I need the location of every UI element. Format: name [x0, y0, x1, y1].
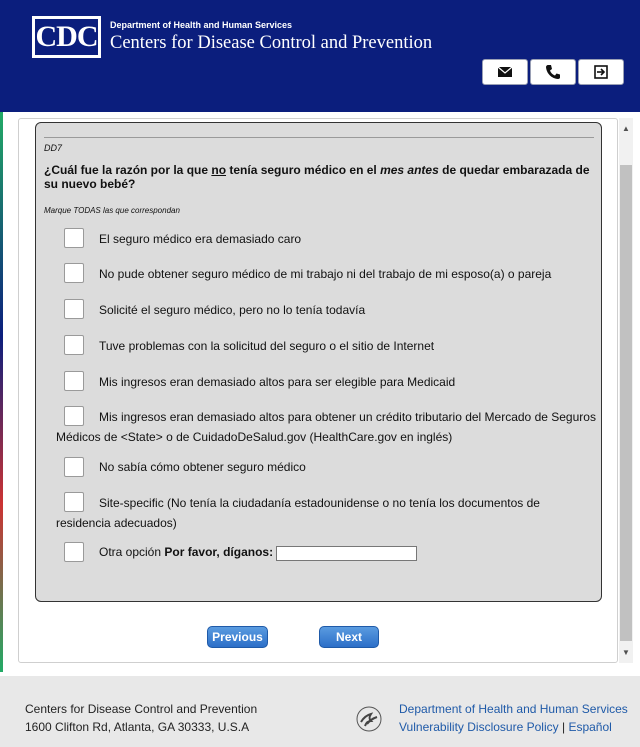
checkbox-option-other[interactable]	[64, 542, 84, 562]
phone-icon	[545, 64, 561, 80]
question-text-part: ¿Cuál fue la razón por la que	[44, 163, 212, 177]
next-button[interactable]: Next	[319, 626, 379, 648]
scroll-up-icon[interactable]: ▲	[622, 124, 630, 133]
checkbox-option-3[interactable]	[64, 299, 84, 319]
left-edge-strip	[0, 112, 3, 672]
espanol-link[interactable]: Español	[568, 720, 612, 734]
question-text	[44, 163, 596, 191]
hhs-link[interactable]: Department of Health and Human Services	[399, 702, 628, 716]
footer-links-row	[399, 720, 612, 734]
option-label: Mis ingresos eran demasiado altos para ser elegible para Medicaid	[99, 375, 456, 389]
option-label: El seguro médico era demasiado caro	[99, 232, 302, 246]
other-prompt: Por favor, díganos:	[164, 545, 274, 559]
instruction: Marque TODAS las que correspondan	[44, 206, 180, 215]
option-label: No pude obtener seguro médico de mi trabajo ni del trabajo de mi esposo(a) o pareja	[99, 267, 552, 281]
exit-button[interactable]	[578, 59, 624, 85]
other-option-label	[99, 542, 273, 562]
other-text-input[interactable]	[276, 546, 417, 561]
exit-icon	[593, 64, 609, 80]
checkbox-option-5[interactable]	[64, 371, 84, 391]
scroll-down-icon[interactable]: ▼	[622, 648, 630, 657]
option-label: Solicité el seguro médico, pero no lo tenía todavía	[99, 303, 366, 317]
agency-name: Centers for Disease Control and Prevention	[110, 33, 433, 53]
checkbox-option-4[interactable]	[64, 335, 84, 355]
phone-button[interactable]	[530, 59, 576, 85]
footer-org: Centers for Disease Control and Prevention	[25, 702, 258, 716]
cdc-logo-text: CDC	[35, 20, 98, 53]
checkbox-option-2[interactable]	[64, 263, 84, 283]
scrollbar-thumb[interactable]	[620, 165, 632, 641]
hhs-eagle-icon	[355, 705, 383, 733]
checkbox-option-1[interactable]	[64, 228, 84, 248]
previous-button[interactable]: Previous	[207, 626, 268, 648]
email-icon	[497, 64, 513, 80]
cdc-logo[interactable]	[32, 16, 101, 58]
question-text-part: tenía seguro médico en el	[226, 163, 381, 177]
email-button[interactable]	[482, 59, 528, 85]
option-label: No sabía cómo obtener seguro médico	[99, 460, 306, 474]
link-separator: |	[561, 720, 566, 734]
option-label: Tuve problemas con la solicitud del seguro o el sitio de Internet	[99, 339, 435, 353]
question-text-emphasis: no	[211, 163, 227, 177]
divider	[44, 137, 594, 138]
question-text-part: de quedar embarazada de su nuevo bebé?	[44, 163, 590, 191]
option-label: Mis ingresos eran demasiado altos para obtener un crédito tributario del Mercado de Seguros Médicos de <State> o de CuidadoDeSalud.gov (HealthCare.gov en inglés)	[56, 410, 596, 444]
footer-address: 1600 Clifton Rd, Atlanta, GA 30333, U.S.A	[25, 720, 250, 734]
other-label: Otra opción	[99, 545, 162, 559]
question-text-italic: mes antes	[380, 163, 439, 177]
department-name: Department of Health and Human Services	[110, 20, 293, 30]
checkbox-option-7[interactable]	[64, 457, 84, 477]
vulnerability-policy-link[interactable]: Vulnerability Disclosure Policy	[399, 720, 559, 734]
question-id: DD7	[44, 143, 63, 153]
option-label: Site-specific (No tenía la ciudadanía estadounidense o no tenía los documentos de residencia adecuados)	[56, 496, 540, 530]
